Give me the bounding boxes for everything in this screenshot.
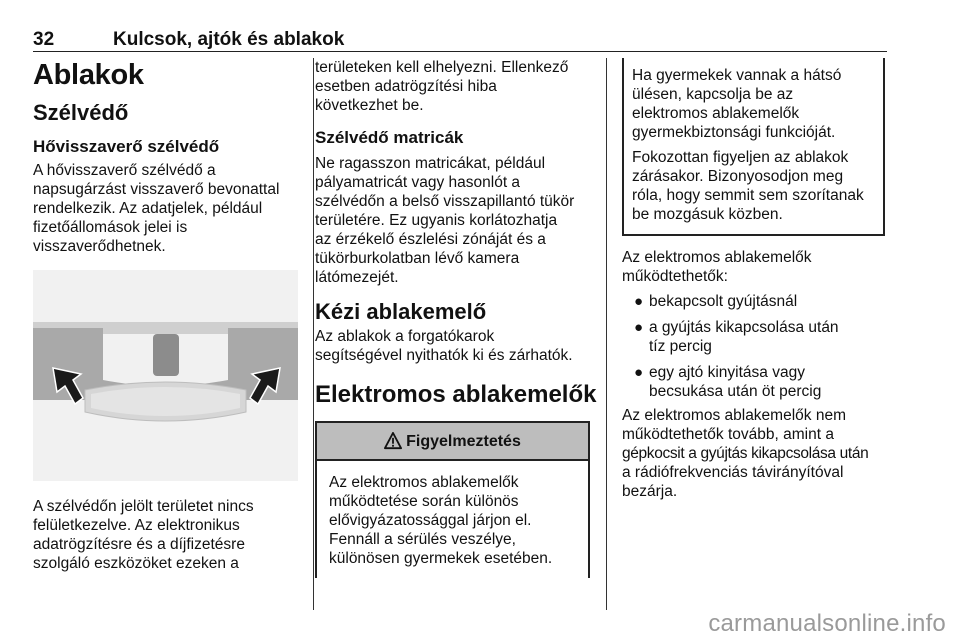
page-header [33, 29, 887, 53]
marked-area-paragraph: A szélvédőn jelölt területet nincs felületkezelve. Az elektronikus adatrögzítésre és a díjfizetésre szolgáló eszközöket ezeken a [33, 498, 254, 572]
power-windows-heading: Elektromos ablakemelők [315, 381, 597, 408]
column-3 [622, 58, 892, 501]
warning-box [315, 421, 590, 578]
windshield-stickers-heading: Szélvédő matricák [315, 128, 464, 147]
header-divider [33, 51, 887, 52]
section-title: Ablakok [33, 59, 144, 91]
warning-title: Figyelmeztetés [406, 432, 521, 450]
arrow-icon [51, 366, 85, 406]
heat-reflective-paragraph: A hővisszaverő szélvédő a napsugárzást visszaverő bevonattal rendelkezik. Az adatjelek, például fizetőállomások jelei is visszaverődhetnek. [33, 162, 280, 255]
column-1 [33, 58, 301, 573]
column-divider-1 [313, 58, 314, 610]
operation-conditions-list [622, 292, 892, 401]
column-divider-2 [606, 58, 607, 610]
windshield-figure [33, 270, 298, 481]
warning-header [317, 423, 588, 461]
warning-triangle-icon [384, 432, 402, 450]
chapter-title: Kulcsok, ajtók és ablakok [113, 29, 345, 50]
operation-outro: Az elektromos ablakemelők nem működtethetők tovább, amint a gépkocsit a gyújtás kikapcsolása után a rádiófrekvenciás távirányítóval bezárja. [622, 407, 869, 500]
list-item: ● egy ajtó kinyitása vagy becsukása után öt percig [634, 364, 822, 400]
arrow-icon [248, 366, 282, 406]
manual-windows-paragraph: Az ablakok a forgatókarok segítségével nyithatók ki és zárhatók. [315, 328, 573, 364]
child-safety-paragraph: Ha gyermekek vannak a hátsó ülésen, kapcsolja be az elektromos ablakemelők gyermekbiztonsági funkcióját. [632, 67, 842, 141]
continued-paragraph: területeken kell elhelyezni. Ellenkező esetben adatrögzítési hiba következhet be. [315, 59, 569, 114]
closing-caution-paragraph: Fokozottan figyeljen az ablakok zárásakor. Bizonyosodjon meg róla, hogy semmit sem szorítanak be mozgásuk közben. [632, 149, 864, 223]
operation-intro: Az elektromos ablakemelők működtethetők: [622, 249, 812, 285]
heat-reflective-heading: Hővisszaverő szélvédő [33, 137, 220, 156]
list-item: ● a gyújtás kikapcsolása után tíz percig [634, 319, 839, 355]
warning-box-continued [622, 58, 885, 236]
page-number: 32 [33, 29, 55, 50]
list-item: ● bekapcsolt gyújtásnál [634, 293, 798, 310]
windshield-stickers-paragraph: Ne ragasszon matricákat, például pályamatricát vagy hasonlót a szélvédőn a belső visszapillantó tükör területére. Ez ugyanis korlátozhatja az érzékelő észlelési zónáját és a tükörburkolatban lévő kamera látómezejét. [315, 155, 575, 286]
warning-body: Az elektromos ablakemelők működtetése során különös elővigyázatossággal járjon el. Fennáll a sérülés veszélye, különösen gyermekek esetében. [329, 474, 553, 567]
subsection-title: Szélvédő [33, 100, 129, 125]
column-2 [315, 58, 598, 578]
watermark: carmanualsonline.info [708, 610, 946, 637]
manual-windows-heading: Kézi ablakemelő [315, 299, 487, 324]
